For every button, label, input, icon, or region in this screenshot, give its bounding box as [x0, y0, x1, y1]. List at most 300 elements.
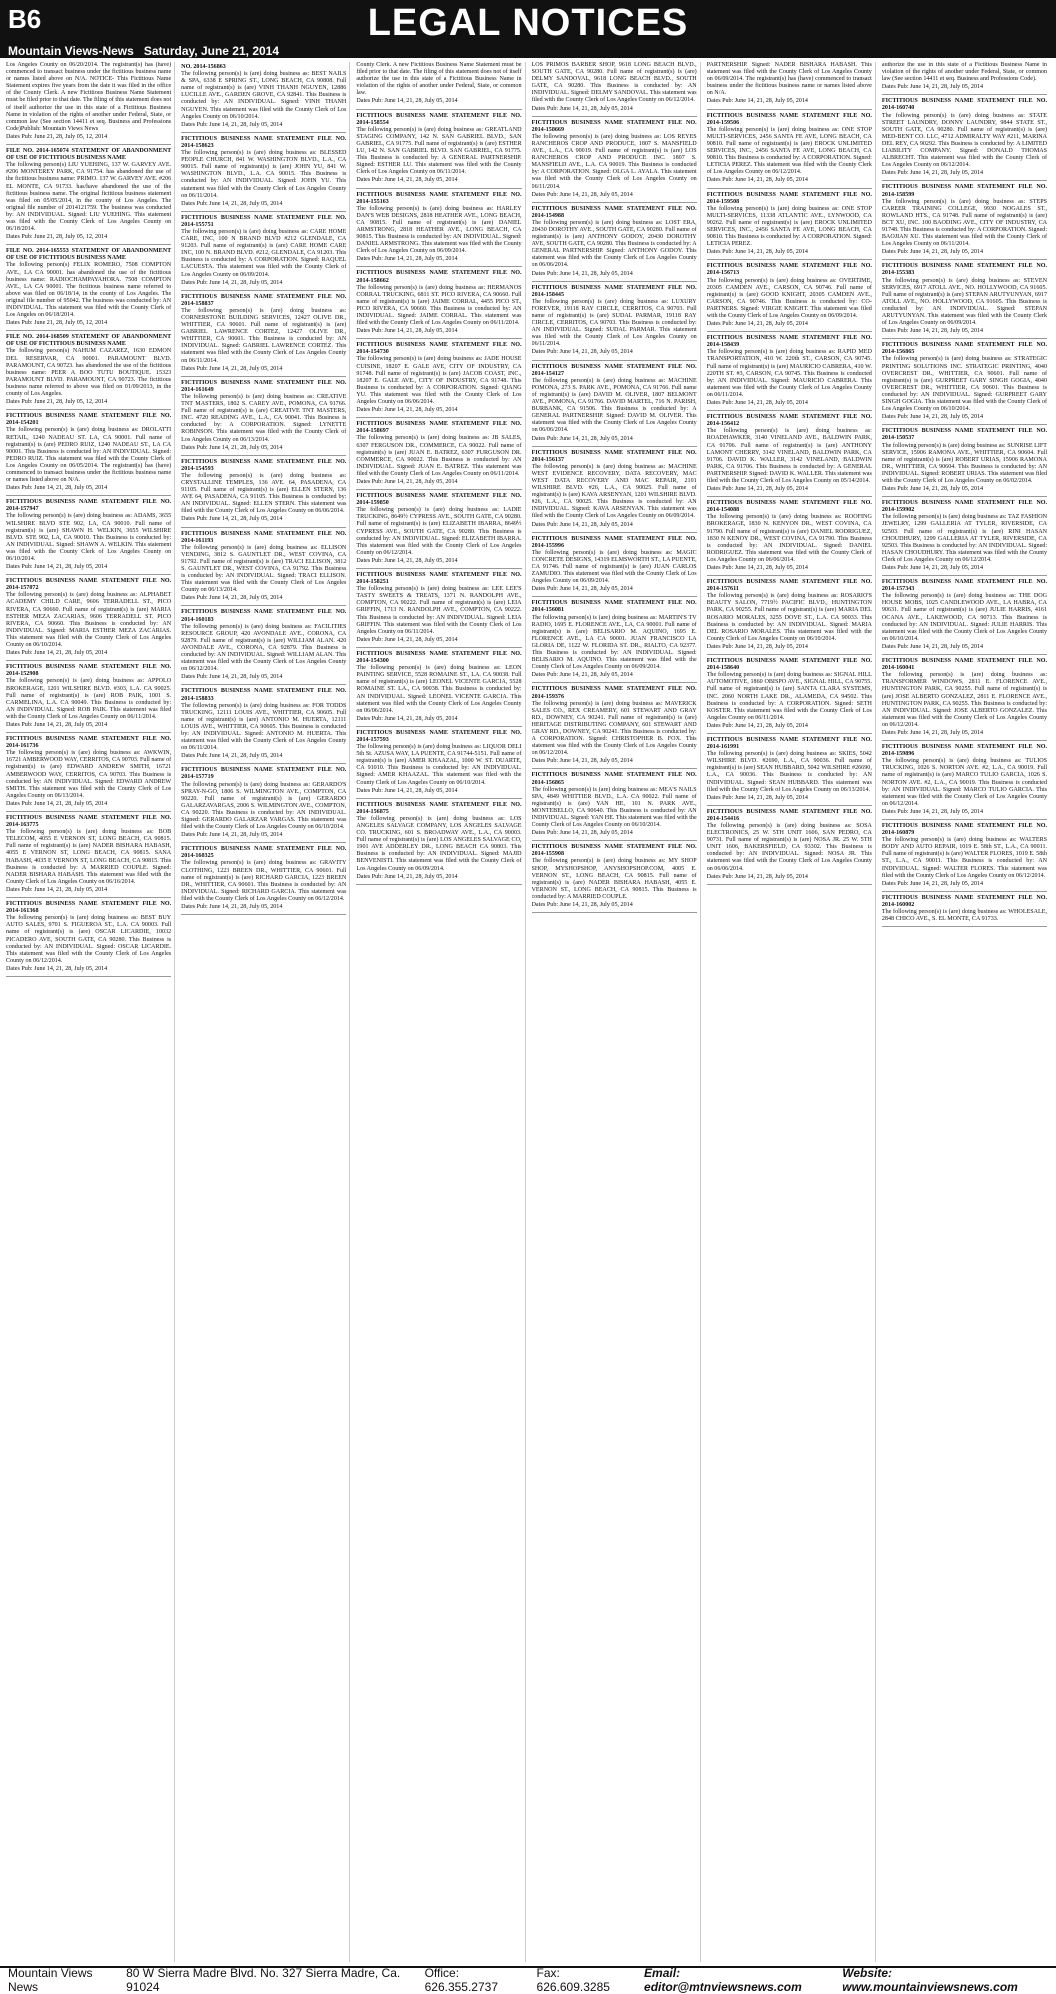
notice-publish-dates: Dates Pub: June 14, 21, 28, July 05, 2014: [6, 965, 108, 972]
notice-divider: [356, 109, 521, 110]
legal-notice: [181, 531, 346, 603]
notice-divider: [181, 132, 346, 133]
notice-divider: [6, 495, 171, 496]
notice-body: The following person(s) is (are) doing business as: CARE HOME CARE, INC, 100 N BRAND BLVD #212 GLENDALE, CA 91203. Full name of registrant(s) is (are) CARE HOME CARE INC, 100 N. BRAND BLVD. #212, GLENDALE, CA 91203. This Business is conducted by: A CORPORATION. Signed: RAQUEL LACUESTA. This statement was filed with the County Clerk of Los Angeles County on 06/09/2014.: [181, 228, 347, 278]
notice-divider: [356, 417, 521, 418]
notice-publish-dates: Dates Pub: June 14, 21, 28, July 05, 2014: [356, 177, 458, 184]
notice-body: The following person(s) is (are) doing business as: LIQUOR DELI 5th St. AZUSA WAY, LA PUENTE, CA 91744-5151. Full name of registrant(s) is (are) AMER KHAAZAL, 1000 W. ST. DUARTE, CA 91010. This Business is conducted by: AN INDIVIDUAL. Signed: AMER KHAAZAL. This statement was filed with the County Clerk of Los Angeles County on 06/10/2014.: [356, 744, 522, 786]
notice-publish-dates: Dates Pub: June 14, 21, 28, July 05, 2014: [706, 321, 808, 328]
notice-heading: FICTITIOUS BUSINESS NAME STATEMENT FILE NO. 2014-160041: [881, 658, 1048, 672]
notice-body: The following person(s) is (are) doing business as: AWKWIN, 16721 AMBERWOOD WAY, CERRITOS, CA 90703. Full name of registrant(s) is (are) EDWARD ANDREW SMITH, 16721 AMBERWOOD WAY, CERRITOS, CA 90703. This Business is conducted by: AN INDIVIDUAL. Signed: EDWARD ANDREW SMITH. This statement was filed with the County Clerk of Los Angeles County on 06/13/2014.: [6, 750, 172, 799]
legal-notice: [532, 62, 697, 113]
notice-heading: FICTITIOUS BUSINESS NAME STATEMENT FILE NO. 2014-158439: [706, 335, 872, 349]
legal-notice: [532, 536, 697, 594]
notice-heading: FICTITIOUS BUSINESS NAME STATEMENT FILE NO. 2014-161193: [181, 530, 347, 544]
legal-notice: [707, 809, 872, 881]
legal-notice: [532, 206, 697, 278]
notice-heading: FICTITIOUS BUSINESS NAME STATEMENT FILE NO. 2014-154730: [356, 342, 522, 356]
notice-body: The following person(s) is (are) doing business as: BEST BUY AUTO SALES, 9701 S. FIGUEROA ST., L.A. CA 90003. Full name of registrant(s) is (are) OSCAR LICARDIE, 10032 PICADERO AVE, SOUTH GATE, CA 90280. This Business is conducted by: AN INDIVIDUAL. Signed: OSCAR LICARDIE. This statement was filed with the County Clerk of Los Angeles County on 06/12/2014.: [6, 915, 172, 964]
notice-publish-dates: Dates Pub: June 14, 21, 28, July 05, 2014: [881, 565, 984, 571]
notice-heading: FILE NO. 2014-165553 STATEMENT OF ABANDONMENT OF USE OF FICTITIOUS BUSINESS NAME: [6, 248, 172, 262]
notice-columns: [6, 62, 1050, 1962]
notice-publish-dates: Dates Pub: June 14, 21, 28, July 05, 2014: [531, 191, 633, 198]
notice-heading: FICTITIOUS BUSINESS NAME STATEMENT FILE NO. 2014-156875: [356, 801, 522, 815]
notice-divider: [707, 654, 872, 655]
legal-notice: [181, 767, 346, 839]
notice-publish-dates: Dates Pub: June 14, 21, 28, July 05, 2014: [881, 643, 984, 650]
legal-notice: [532, 844, 697, 909]
notice-publish-dates: Dates Pub: June 14, 21, 28, July 05, 2014: [356, 636, 458, 643]
footer-address: 80 W Sierra Madre Blvd. No. 327 Sierra Madre, Ca. 91024: [126, 1966, 401, 1994]
notice-divider: [6, 409, 171, 410]
legal-notice: [181, 609, 346, 681]
notice-divider: [707, 884, 872, 885]
notice-body: County Clerk. A new Fictitious Business Name Statement must be filed prior to that date. The filing of this statement does not of itself authorize the use in this state of a Fictitious Business Name in violation of the rights of another under Federal, State, or common law.: [356, 62, 522, 97]
notice-heading: FICTITIOUS BUSINESS NAME STATEMENT FILE NO. 2014-156713: [706, 263, 872, 277]
notice-heading: FICTITIOUS BUSINESS NAME STATEMENT FILE NO. 2014-155383: [881, 263, 1048, 277]
notice-column: [532, 62, 701, 1962]
notice-publish-dates: Dates Pub: June 14, 21, 28, July 05, 2014: [881, 414, 984, 421]
notice-publish-dates: Dates Pub: June 14, 21, 28, July 05, 2014: [881, 328, 984, 335]
notice-divider: [707, 733, 872, 734]
notice-divider: [707, 805, 872, 806]
legal-notice: [882, 658, 1047, 737]
legal-notice: [882, 98, 1047, 177]
notice-body: The following person(s) is (are) doing business as: LOS REYES RANCHEROS CROP AND PRODUCE, 1807 S. MANSFIELD AVE., L.A., CA 90019. Full name of registrant(s) is (are) LOS RANCHEROS CROP AND PRODUCE INC. 1807 S. MANSFIELD AVE., L.A. CA 90019. This Business is conducted by: A CORPORATION. Signed: OLGA L. AYALA. This statement was filed with the County Clerk of Los Angeles County on 06/11/2014.: [531, 133, 697, 190]
notice-publish-dates: Dates Pub: June 14, 21, 28, July 05, 2014: [181, 121, 283, 128]
notice-publish-dates: Dates Pub: June 14, 21, 28, July 05, 2014: [6, 886, 108, 893]
legal-notice: [356, 730, 521, 795]
legal-notice: [532, 285, 697, 357]
notice-heading: FICTITIOUS BUSINESS NAME STATEMENT FILE NO. 2014-159902: [881, 500, 1048, 514]
notice-column: [356, 62, 525, 1962]
notice-publish-dates: Dates Pub: June 14, 21, 28, July 05, 2014: [706, 177, 808, 184]
notice-publish-dates: Dates Pub: June 14, 21, 28, July 05, 2014: [181, 753, 283, 760]
notice-divider: [356, 266, 521, 267]
notice-body: The following person(s) is (are) doing business as: LEON PAINTING SERVICE, 5528 ROMAINE ST., LA. CA 90038. Full name of registrant(s) is (are) LEONEL VICENTE GARCIA, 5528 ROMAINE ST. LA., CA 90038. This Business is conducted by: AN INDIVIDUAL. Signed: LEONEL VICENTE GARCIA. This statement was filed with the County Clerk of Los Angeles County on 06/06/2014.: [356, 665, 522, 714]
legal-notice: [6, 578, 171, 657]
notice-publish-dates: Dates Pub: June 14, 21, 28, July 05, 2014: [881, 84, 984, 91]
notice-body: The following person(s) is (are) doing business as: ONE STOP MULTI-SERVICES, 11338 ATLANTIC AVE., LYNWOOD, CA 90262. Full name of registrant(s) is (are) EROCK UNLIMITED SERVICES, INC., 2456 SANTA FE AVE, LONG BEACH, CA 90810. This Business is conducted by: A CORPORATION. Signed: LETICIA PEREZ.: [706, 205, 872, 248]
notice-body: The following person(s) is (are) doing business as: BEST NAILS & SPA, 6338 E SPRING ST., LONG BEACH, CA 90808. Full name of registrant(s) is (are) VINH THANH NGUYEN, 12886 LUCILLE AVE., GARDEN GROVE, CA 92841. This Business is conducted by: AN INDIVIDUAL. Signed: VINH THANH NGUYEN. This statement was filed with the County Clerk of Los Angeles County on 06/10/2014.: [181, 71, 347, 120]
section-title: LEGAL NOTICES: [367, 2, 689, 44]
notice-divider: [532, 532, 697, 533]
notice-body: The following person(s) is (are) doing business as: HARLEY DAN'S WEB DESIGNS, 2818 HEATHER AVE., LONG BEACH, CA 90815. Full name of registrant(s) is (are) DANIEL ARMSTRONG, 2818 HEATHER AVE., LONG BEACH, CA 90815. This Business is conducted by: AN INDIVIDUAL. Signed: DANIEL ARMSTRONG. This statement was filed with the County Clerk of Los Angeles County on 06/09/2014.: [356, 205, 522, 255]
legal-notice: [181, 380, 346, 452]
notice-heading: FICTITIOUS BUSINESS NAME STATEMENT FILE NO. 2014-157611: [706, 579, 872, 593]
notice-heading: FICTITIOUS BUSINESS NAME STATEMENT FILE NO. 2014-160325: [181, 846, 347, 860]
notice-divider: [882, 259, 1047, 260]
notice-publish-dates: Dates Pub: June 14, 21, 28, July 05, 2014: [356, 557, 458, 564]
notice-heading: FICTITIOUS BUSINESS NAME STATEMENT FILE NO. 2014-154127: [531, 363, 697, 377]
notice-body: The following person(s) is (are) doing business as: ROOFING BROKERAGE, 1830 N. KENYON DR., WEST COVINA, CA 91790. Full name of registrant(s) is (are) DANIEL RODRIGUEZ, 1830 N KENOY DR., WEST COVINA, CA 91790. This Business is conducted by: AN INDIVIDUAL. Signed: DANIEL RODRIGUEZ. This statement was filed with the County Clerk of Los Angeles County on 06/06/2014.: [706, 514, 872, 563]
legal-notice: [882, 428, 1047, 493]
legal-notice: [6, 499, 171, 571]
notice-body: The following person(s) FELIX ROMERO, 7508 COMPTON AVE., LA CA 90001. has abandoned the use of the fictitious business name: RADIOCHAMPAYAHORA. 7508 COMPTON AVE., LA CA 90001. The fictitious business name referred to above was filed on 06/18/14, in the county of Los Angeles. The original file number of 95042. The business was conducted by: AN INDIVIDUAL. This statement was filed with the County Clerk of Los Angeles on 06/18/2014.: [6, 262, 172, 319]
notice-publish-dates: Dates Pub: June 21, 28, July 05, 12, 2014: [6, 320, 108, 327]
notice-publish-dates: Dates Pub: June 21, 28, July 05, 12, 2014: [6, 234, 108, 241]
legal-notice: [6, 148, 171, 241]
page-number: B6: [8, 4, 42, 34]
notice-divider: [882, 891, 1047, 892]
notice-heading: FICTITIOUS BUSINESS NAME STATEMENT FILE NO. 2014-157593: [356, 729, 522, 743]
legal-notice: [882, 342, 1047, 421]
notice-heading: FICTITIOUS BUSINESS NAME STATEMENT FILE NO. 2014-163775: [6, 815, 172, 829]
notice-body: The following person(s) is (are) doing business as: THE DOG HOUSE MOBS, 1025 CANDLEWOOD AVE., LA HABRA, CA 90631. Full name of registrant(s) is (are) JULIE HARRIS, 4161 OCANA AVE., LAKEWOOD, CA 90713. This Business is conducted by: AN INDIVIDUAL. Signed: JULIE HARRIS. This statement was filed with the County Clerk of Los Angeles County on 06/10/2014.: [881, 593, 1048, 642]
notice-heading: FICTITIOUS BUSINESS NAME STATEMENT FILE NO. 2014-157947: [6, 499, 172, 513]
issue-line: [8, 44, 279, 58]
legal-notice: [356, 651, 521, 723]
notice-body: The following person(s) is (are) doing business as: ALPHABET ACADEMY CHILD CARE, 9606 TERRADELL ST., PICO RIVERA, CA 90660. Full name of registrant(s) is (are) MARIA ESTHER MEZA ZACARIAS, 9606 TERRADELL ST. PICO RIVERA, CA 90660. This Business is conducted by: AN INDIVIDUAL. Signed: MARIA ESTHER MEZA ZACARIAS. This statement was filed with the County Clerk of Los Angeles County on 06/10/2014.: [6, 592, 172, 649]
notice-heading: FICTITIOUS BUSINESS NAME STATEMENT FILE NO. 2014-154088: [706, 500, 872, 514]
legal-notice: [532, 120, 697, 199]
notice-divider: [6, 330, 171, 331]
legal-notice: [882, 823, 1047, 888]
notice-publish-dates: Dates Pub: June 14, 21, 28, July 05, 2014: [6, 800, 108, 807]
notice-body: The following person(s) is (are) doing business as: GRAVITY CLOTHING, 1223 BREEN DR., WHITTIER, CA 90601. Full name of registrant(s) is (are) RICHARD GARCIA, 1223 BREEN DR., WHITTIER, CA 90601. This Business is conducted by: AN INDIVIDUAL. Signed: RICHARD GARCIA. This statement was filed with the County Clerk of Los Angeles County on 06/12/2014.: [181, 860, 347, 902]
notice-heading: FILE NO. 2014-168509 STATEMENT OF ABANDONMENT OF USE OF FICTITIOUS BUSINESS NAME: [6, 334, 172, 348]
legal-notice: [181, 136, 346, 208]
notice-divider: [356, 726, 521, 727]
notice-heading: FICTITIOUS BUSINESS NAME STATEMENT FILE NO. 2014-159508: [706, 191, 872, 205]
notice-body: The following person(s) is (are) doing business as: JADE HOUSE CUISINE, 18207 E. GALE AVE, CITY OF INDUSTRY, CA 91748. Full name of registrant(s) is (are) JACOB COAST, INC., 18207 E. GALE AVE., CITY OF INDUSTRY, CA 91748. This Business is conducted by: A CORPORATION. Signed: QIANG YU. This statement was filed with the County Clerk of Los Angeles County on 06/06/2014.: [356, 356, 522, 406]
notice-heading: FICTITIOUS BUSINESS NAME STATEMENT FILE NO. 2014-158640: [706, 658, 872, 672]
notice-body: Los Angeles County on 06/20/2014. The registrant(s) has (have) commenced to transact business under the fictitious business name or names listed above on N/A. NOTICE- This Fictitious Name Statement expires five years from the date it was filed in the office of the County Clerk. A new Fictitious Business Name Statement must be filed prior to that date. The filing of this statement does not of itself authorize the use in this state of a Fictitious Business Name in violation of the rights of another under Federal, State, or common law (See section 14411 et seq. Business and Professions Code)Publish: Mountain Views News: [6, 62, 172, 132]
notice-divider: [6, 244, 171, 245]
notice-publish-dates: Dates Pub: June 14, 21, 28, July 05, 2014: [181, 832, 283, 839]
notice-body: The following person(s) is (are) doing business as: MACHINE WEST EVIDENCE RECOVERY, DATA RECOVERY, MAC WEST DATA RECOVERY AND MAC REPAIR, 2101 WILSHIRE BLVD. #26, L.A., CA 90025. Full name of registrant(s) is (are) KAVA ARSENYAN, 1201 WILSHIRE BLVD. #26, L.A., CA 90025. This Business is conducted by: AN INDIVIDUAL. Signed: KAVA ARSENYAN. This statement was filed with the County Clerk of Los Angeles County on 06/09/2014.: [531, 463, 697, 520]
notice-divider: [532, 682, 697, 683]
notice-divider: [181, 605, 346, 606]
legal-notice: [707, 192, 872, 257]
notice-publish-dates: Dates Pub: June 14, 21, 28, July 05, 2014: [356, 407, 458, 414]
notice-publish-dates: Dates Pub: June 14, 21, 28, July 05, 2014: [531, 105, 633, 112]
notice-publish-dates: Dates Pub: June 14, 21, 28, July 05, 2014: [181, 365, 283, 372]
notice-divider: [181, 290, 346, 291]
notice-divider: [356, 884, 521, 885]
footer-email[interactable]: Email: editor@mtnviewsnews.com: [644, 1966, 802, 1994]
notice-publish-dates: Dates Pub: June 14, 21, 28, July 05, 2014: [706, 98, 808, 105]
notice-body: The following person(s) is (are) doing business as: SIGNAL HILL AUTOMOTIVE, 1860 OBISPO AVE., SIGNAL HILL, CA 90755. Full name of registrant(s) is (are) SANTA CLARA SYSTEMS, INC. 2060 NORTH LAKE DR., ALAMEDA, CA 94502. This Business is conducted by: A CORPORATION. Signed: SETH KOSTER. This statement was filed with the County Clerk of Los Angeles County on 06/11/2014.: [706, 672, 872, 721]
notice-divider: [181, 211, 346, 212]
notice-publish-dates: Dates Pub: June 14, 21, 28, July 05, 2014: [356, 478, 458, 485]
notice-divider: [356, 647, 521, 648]
legal-notice: [181, 846, 346, 911]
notice-divider: [181, 527, 346, 528]
notice-heading: FICTITIOUS BUSINESS NAME STATEMENT FILE NO. 2014-157719: [181, 767, 347, 781]
legal-notice: [882, 62, 1047, 91]
notice-publish-dates: Dates Pub: June 14, 21, 28, July 05, 2014: [356, 98, 458, 105]
notice-body: The following person(s) is (are) doing business as: MAGIC CONCRETE DESIGNS, 14319 ELMSWORTH ST., LA PUENTE, CA 91746. Full name of registrant(s) is (are) JUAN CARLOS ZAMUDIO. This statement was filed with the County Clerk of Los Angeles County on 06/09/2014.: [531, 549, 697, 585]
notice-body: The following person(s) is (are) doing business as: STATE STREET LAUNDRY, DONNY LAUNDRY, 9844 STATE ST., SOUTH GATE, CA 90280. Full name of registrant(s) is (are) MED-BENT CO. LLC, 4712 ADMIRALTY WAY #211, MARINA DEL REY, CA 90292. This Business is conducted by: A LIMITED LIABILITY COMPANY. Signed: DONALD THOMAS ALBRECHT. This statement was filed with the County Clerk of Los Angeles County on 06/12/2014.: [881, 112, 1048, 169]
notice-heading: FICTITIOUS BUSINESS NAME STATEMENT FILE NO. 2014-161736: [6, 736, 172, 750]
notice-divider: [882, 94, 1047, 95]
notice-heading: FICTITIOUS BUSINESS NAME STATEMENT FILE NO. 2014-152908: [6, 664, 172, 678]
notice-publish-dates: Dates Pub: June 14, 21, 28, July 05, 2014: [356, 256, 458, 263]
notice-divider: [707, 410, 872, 411]
legal-notice: [882, 895, 1047, 923]
legal-notice: [882, 263, 1047, 335]
notice-body: The following person(s) is (are) doing business as: SUNRISE LIFT SERVICE, 15906 RAMONA AVE., WHITTIER, CA 90604. Full name of registrant(s) is (are) ROBERT URIAS, 15906 RAMONA DR., WHITTIER, CA 90604. This Business is conducted by: AN INDIVIDUAL. Signed: ROBERT URIAS. This statement was filed with the County Clerk of Los Angeles County on 06/02/2014.: [881, 442, 1048, 484]
notice-body: The following person(s) is (are) doing business as: TAZ FASHION JEWELRY, 1299 GALLERIA AT TYLER, RIVERSIDE, CA 92503. Full name of registrant(s) is (are) RINI HASAN CHOUDHURY, 1299 GALLERIA AT TYLER, RIVERSIDE, CA 92503. This Business is conducted by: AN INDIVIDUAL. Signed: HASAN CHOUDHURY. This statement was filed with the County Clerk of Los Angeles County on 06/12/2014.: [881, 514, 1048, 563]
legal-notice: [532, 364, 697, 443]
notice-body: The following person(s) LIU YUEHING, 137 W. GARVEY AVE. #206 MONTEREY PARK, CA 91754. has abandoned the use of the fictitious business name: PRIMO. 137 W. GARVEY AVE. #206 EL MONTE, CA 91733. has/have abandoned the use of the fictitious business name. The original fictitious business statement was filed on 05/05/2014, in the county of Los Angeles. The original file number of 2014121759. The business was conducted by: AN INDIVIDUAL. Signed: LIU YUEHING. This statement was filed with the County Clerk of Los Angeles County on 06/18/2014.: [6, 162, 172, 233]
notice-heading: FICTITIOUS BUSINESS NAME STATEMENT FILE NO. 2014-160740: [881, 98, 1048, 112]
notice-heading: FICTITIOUS BUSINESS NAME STATEMENT FILE NO. 2014-159376: [531, 686, 697, 700]
notice-heading: FILE NO. 2014-165074 STATEMENT OF ABANDONMENT OF USE OF FICTITIOUS BUSINESS NAME: [6, 148, 172, 162]
notice-publish-dates: Dates Pub: June 14, 21, 28, July 05, 2014: [6, 650, 108, 657]
notice-body: The following person(s) is (are) doing business as: BLESSED PEOPLE CHURCH, 841 W. WASHINGTON BLVD., L.A., CA 90015. Full name of registrant(s) is (are) JOHN YU, 841 W. WASHINGTON BLVD., L.A. CA 90015. This Business is conducted by: AN INDIVIDUAL. Signed: JOHN YU. This statement was filed with the County Clerk of Los Angeles County on 06/11/2014.: [181, 150, 347, 199]
notice-divider: [882, 654, 1047, 655]
notice-heading: FICTITIOUS BUSINESS NAME STATEMENT FILE NO. 2014-150537: [881, 428, 1048, 442]
notice-publish-dates: Dates Pub: June 14, 21, 28, July 05, 2014: [6, 485, 108, 492]
notice-publish-dates: Dates Pub: June 21, 28, July 05, 12, 2014: [6, 399, 108, 406]
notice-heading: FICTITIOUS BUSINESS NAME STATEMENT FILE NO. 2014-158669: [531, 119, 697, 133]
notice-divider: [882, 926, 1047, 927]
notice-body: The following person(s) is (are) doing business as: ADAMS, 3655 WILSHIRE BLVD STE 902, LA, CA 90010. Full name of registrant(s) is (are) SHAWN H. WELKIN, 3655 WILSHIRE BLVD. STE 902, LA, CA 90010. This Business is conducted by: AN INDIVIDUAL. Signed: SHAWN A. WELKIN. This statement was filed with the County Clerk of Los Angeles County on 06/10/2014.: [6, 513, 172, 562]
notice-heading: FICTITIOUS BUSINESS NAME STATEMENT FILE NO. 2014-158599: [881, 184, 1048, 198]
notice-publish-dates: Dates Pub: June 14, 21, 28, July 05, 2014: [706, 486, 808, 493]
notice-divider: [181, 763, 346, 764]
notice-body: The following person(s) is (are) doing business as: LADIE TRUCKING, 8649½ CYPRESS AVE., SOUTH GATE, CA 90280. Full name of registrant(s) is (are) ELIZABETH IBARRA, 8649½ CYPRESS AVE., SOUTH GATE, CA 90280. This Business is conducted by: AN INDIVIDUAL. Signed: ELIZABETH IBARRA. This statement was filed with the County Clerk of Los Angeles County on 06/12/2014.: [356, 507, 522, 556]
notice-divider: [707, 496, 872, 497]
paper-name: Mountain Views-News: [8, 44, 134, 58]
notice-publish-dates: Dates Pub: June 14, 21, 28, July 05, 2014: [881, 729, 984, 736]
notice-publish-dates: Dates Pub: June 14, 21, 28, July 05, 2014: [531, 521, 633, 528]
notice-heading: FICTITIOUS BUSINESS NAME STATEMENT FILE NO. 2014-159896: [881, 744, 1048, 758]
notice-divider: [6, 574, 171, 575]
notice-heading: FICTITIOUS BUSINESS NAME STATEMENT FILE NO. 2014-158554: [356, 112, 522, 126]
notice-body: The following person(s) is (are) doing business as: STEVEN SERVICES, 6917 ATOLL AVE., NO. HOLLYWOOD, CA 91605. Full name of registrant(s) is (are) STEPAN ARUTYUNYAN, 6917 ATOLL AVE., NO. HOLLYWOOD, CA 91605. This Business is conducted by: AN INDIVIDUAL. Signed: STEPAN ARUTYUNYAN. This statement was filed with the County Clerk of Los Angeles County on 06/09/2014.: [881, 277, 1048, 327]
notice-heading: FICTITIOUS BUSINESS NAME STATEMENT FILE NO. 2014-158697: [356, 421, 522, 435]
legal-notice: [6, 736, 171, 808]
notice-publish-dates: Dates Pub: June 14, 21, 28, July 05, 2014: [181, 516, 283, 523]
notice-publish-dates: Dates Pub: June 14, 21, 28, July 05, 2014: [181, 279, 283, 286]
notice-body: The following person(s) is (are) doing business as: TRANSFORMER WINDOWS, 2811 E. FLORENCE AVE., HUNTINGTON PARK, CA 90255. Full name of registrant(s) is (are) JOSE ALBERTO GONZALEZ, 2811 E. FLORENCE AVE., HUNTINGTON PARK, CA 90255. This Business is conducted by: AN INDIVIDUAL. Signed: JOSE ALBERTO GONZALEZ. This statement was filed with the County Clerk of Los Angeles County on 06/12/2014.: [881, 672, 1048, 728]
notice-body: The following person(s) is (are) doing business as: LUXURY FOREVER, 19118 RAY CIRCLE, CERRITOS, CA 90703. Full name of registrant(s) is (are) SUDAL PARMAR, 19118 RAY CIRCLE, CERRITOS, CA 90703. This Business is conducted by: AN INDIVIDUAL. Signed: SUDAL PARMAR. This statement was filed with the County Clerk of Los Angeles County on 06/11/2014.: [531, 298, 697, 348]
notice-publish-dates: Dates Pub: June 14, 21, 28, July 05, 2014: [881, 808, 984, 815]
notice-body: The following person(s) is (are) doing business as: ROSARIO'S BEAUTY SALON, 7719½ PACIFIC BLVD., HUNTINGTON PARK, CA 90255. Full name of registrant(s) is (are) MARIA DEL ROSARIO MORALES, 3255 DOVE ST., L.A. CA 90033. This Business is conducted by: AN INDIVIDUAL. Signed: MARIA DEL ROSARIO MORALES. This statement was filed with the County Clerk of Los Angeles County on 06/10/2014.: [706, 593, 872, 642]
legal-notice: [6, 815, 171, 894]
notice-publish-dates: Dates Pub: June 14, 21, 28, July 05, 2014: [531, 270, 633, 277]
notice-divider: [356, 338, 521, 339]
legal-notice: [532, 772, 697, 837]
notice-publish-dates: Dates Pub: June 14, 21, 28, July 05, 2014: [706, 643, 808, 650]
notice-body: The following person(s) is (are) doing business as: CORNERSTONE BUILDING SERVICES, 12427 OLIVE DR., WHITTIER, CA 90601. Full name of registrant(s) is (are) GABRIEL LAWRENCE CORTEZ, 12427 OLIVE DR., WHITTIER, CA 90601. This Business is conducted by: AN INDIVIDUAL. Signed: GABRIEL LAWRENCE CORTEZ. This statement was filed with the County Clerk of Los Angeles County on 06/11/2014.: [181, 307, 347, 364]
notice-heading: FICTITIOUS BUSINESS NAME STATEMENT FILE NO. 2014-161649: [181, 379, 347, 393]
notice-body: LOS PRIMOS BARBER SHOP, 9618 LONG BEACH BLVD., SOUTH GATE, CA 90280. Full name of registrant(s) is (are) DELMY SANDOVAL, 9618 LONG BEACH BLVD., SOUTH GATE, CA 90280. This Business is conducted by: AN INDIVIDUAL. Signed: DELMY SANDOVAL. This statement was filed with the County Clerk of Los Angeles County on 06/12/2014.: [531, 62, 697, 104]
notice-body: The following person(s) is (are) doing business as: ROADHAWKER, 3140 VINELAND AVE., BALDWIN PARK, CA 91706. Full name of registrant(s) is (are) ANTHONY LAMONT CHERRY, 3142 VINELAND, BALDWIN PARK, CA 91706. DAVID K. WALLER, 3142 VINELAND, BALDWIN PARK, CA 91706. This Business is conducted by: A GENERAL PARTNERSHIP. Signed: DAVID K. WALLER. This statement was filed with the County Clerk of Los Angeles County on 05/14/2014.: [706, 428, 872, 484]
notice-heading: FICTITIOUS BUSINESS NAME STATEMENT FILE NO. 2014-155163: [356, 191, 522, 205]
notice-divider: [707, 109, 872, 110]
notice-divider: [882, 496, 1047, 497]
notice-column: [707, 62, 876, 1962]
notice-body: The following person(s) is (are) doing business as: SKIES, 5042 WILSHIRE BLVD. #2690, L.A., CA 90036. Full name of registrant(s) is (are) SEAN HUBBARD, 5042 WILSHIRE #26690, L.A., CA 90036. This Business is conducted by: AN INDIVIDUAL. Signed: SEAN HUBBARD. This statement was filed with the County Clerk of Los Angeles County on 06/13/2014.: [706, 751, 872, 793]
legal-notice: [181, 459, 346, 524]
notice-publish-dates: Dates Pub: June 14, 21, 28, July 05, 2014: [706, 794, 808, 801]
notice-body: The following person(s) is (are) doing business as: GREATLAND STAGING COMPANY, 142 N. SAN GABRIEL BLVD., SAN GABRIEL, CA 91775. Full name of registrant(s) is (are) ESTHER LU, 142 N. SAN GABRIEL BLVD. SAN GABRIEL, CA 91775. This Business is conducted by: A GENERAL PARTNERSHIP. Signed: ESTHER LU. This statement was filed with the County Clerk of Los Angeles County on 06/11/2014.: [356, 126, 522, 176]
footer-fax: Fax: 626.609.3285: [536, 1966, 610, 1994]
notice-divider: [532, 281, 697, 282]
notice-body: The following person(s) NAHUM CAZAREZ, 1630 EDMON DEL RESERVAR, CA 90001. PARAMOUNT BLVD. PARAMOUNT, CA 90723. has abandoned the use of the fictitious business name: PEER A BOO TUTU BOUTIQUE. 15323 PARAMOUNT BLVD. PARAMOUNT, CA 90723. The fictitious business name referred to above was filed on 01/09/2013, in the county of Los Angeles.: [6, 348, 172, 398]
notice-divider: [707, 259, 872, 260]
notice-column: [6, 62, 175, 1962]
legal-notice: [707, 579, 872, 651]
notice-heading: FICTITIOUS BUSINESS NAME STATEMENT FILE NO. 2014-160002: [881, 894, 1048, 908]
legal-notice: [532, 600, 697, 679]
notice-body: The following person(s) is (are) doing business as: CREATIVE TNT MASTERS, 1802 S. CAREY AVE., POMONA, CA 91766. Full name of registrant(s) is (are) CREATIVE TNT MASTERS, INC. 4720 READING AVE., L.A., CA 90041. This Business is conducted by: A CORPORATION. Signed: LYNETTE ROBINSON. This statement was filed with the County Clerk of Los Angeles County on 06/13/2014.: [181, 393, 347, 443]
notice-publish-dates: Dates Pub: June 14, 21, 28, July 05, 2014: [531, 830, 633, 837]
notice-heading: FICTITIOUS BUSINESS NAME STATEMENT FILE NO. 2014-158445: [531, 284, 697, 298]
legal-notice: [707, 335, 872, 407]
notice-divider: [532, 912, 697, 913]
notice-publish-dates: Dates Pub: June 14, 21, 28, July 05, 2014: [356, 715, 458, 722]
notice-heading: NO. 2014-156863: [181, 64, 226, 70]
notice-body: The following person(s) is (are) doing business as: LEE LEE'S TASTY SWEETS & TREATS, 1371 N. RANDOLPH AVE., COMPTON, CA 90222. Full name of registrant(s) is (are) LEIA GRIFFIN, 1713 N. RANDOLPH AVE., COMPTON, CA 90222. This Business is conducted by: AN INDIVIDUAL. Signed: LEIA GRIFFIN. This statement was filed with the County Clerk of Los Angeles County on 06/11/2014.: [356, 586, 522, 635]
legal-notice: [882, 184, 1047, 256]
notice-divider: [882, 740, 1047, 741]
legal-notice: [6, 62, 171, 141]
notice-body: The following person(s) is (are) doing business as: MAVERICK SALES CO., REX CREAMERY, 601 STEWART AND GRAY RD., DOWNEY, CA 90241. Full name of registrant(s) is (are) HERITAGE DISTRIBUTING COMPANY, 601 STEWART AND GRAY RD., DOWNEY, CA 90241. This Business is conducted by: A CORPORATION. Signed: CHRISTOPHER B. FOX. This statement was filed with the County Clerk of Los Angeles County on 06/12/2014.: [531, 700, 697, 757]
notice-publish-dates: Dates Pub: June 14, 21, 28, July 05, 2014: [706, 249, 808, 256]
notice-publish-dates: Dates Pub: June 14, 21, 28, July 05, 2014: [181, 200, 283, 207]
legal-notice: [6, 664, 171, 729]
notice-heading: FICTITIOUS BUSINESS NAME STATEMENT FILE NO. 2014-154300: [356, 650, 522, 665]
notice-column: [882, 62, 1050, 1962]
notice-body: The following person(s) is (are) doing business as: BOB TELECOM, 4055 E VERNON ST, LONG BEACH, CA 90815. Full name of registrant(s) is (are) NADER BISHARA HABASH, 4055 E VERNON ST, LONG BEACH, CA 90815. SANA HABASH, 4035 E VERNON ST, LONG BEACH, CA 90815. This Business is conducted by: A MARRIED COUPLE. Signed: NADER BISHARA HABASH. This statement was filed with the County Clerk of Los Angeles County on 06/16/2014.: [6, 829, 172, 885]
notice-divider: [181, 842, 346, 843]
notice-column: [181, 62, 350, 1962]
notice-divider: [6, 732, 171, 733]
notice-body: The following person(s) is (are) doing business as: LOS ANGELES SALVAGE COMPANY, LOS ANGELES SALVAGE CO. TRUCKING, 601 S. BROADWAY AVE., L.A., CA 90003. Full name of registrant(s) is (are) LOS ANGELES SALVAGE CO, 1901 AVE ADDERLEY DR., LONG BEACH CA 90803. This Business is conducted by: AN INDIVIDUAL. Signed: MAJID BENVENISTI. This statement was filed with the County Clerk of Los Angeles County on 06/09/2014.: [356, 815, 522, 872]
notice-publish-dates: Dates Pub: June 14, 21, 28, July 05, 2014: [706, 400, 808, 407]
notice-heading: FICTITIOUS BUSINESS NAME STATEMENT FILE NO. 2014-155751: [181, 214, 347, 228]
notice-publish-dates: Dates Pub: June 14, 21, 28, July 05, 2014: [706, 565, 808, 571]
notice-divider: [532, 446, 697, 447]
legal-notice: [181, 215, 346, 287]
notice-heading: FICTITIOUS BUSINESS NAME STATEMENT FILE NO. 2014-156865: [531, 772, 697, 786]
notice-body: The following person(s) is (are) doing business as: MARTIN'S TV RADIO, 1695 E. FLORENCE AVE., LA, CA 90001. Full name of registrant(s) is (are) BELISARIO M. AQUINO, 1695 E. FLORENCE AVE., LA CA 90001. JUAN FRANCISCO LA GLORIA DE, 1122 W. FLORIDA ST. DR., RIALTO, CA 92377. This Business is conducted by: AN INDIVIDUAL. Signed: BELISARIO M. AQUINO. This statement was filed with the County Clerk of Los Angeles County on 06/09/2014.: [531, 614, 697, 671]
notice-divider: [882, 180, 1047, 181]
notice-divider: [6, 976, 171, 977]
notice-heading: FICTITIOUS BUSINESS NAME STATEMENT FILE NO. 2014-155996: [531, 535, 697, 549]
notice-divider: [181, 684, 346, 685]
notice-body: The following person(s) is (are) doing business as: GERARDO'S SPRAY-N-GO, 1806 S. WILMINGTON AVE., COMPTON, CA 90220. Full name of registrant(s) is (are) GERARDO GALARZAVARGAS, 2006 S. WILMINGTON AVE., COMPTON, CA 90220. This Business is conducted by: AN INDIVIDUAL. Signed: GERARDO GALARZAR VARGAS. This statement was filed with the County Clerk of Los Angeles County on 06/10/2014.: [181, 781, 347, 831]
notice-heading: FICTITIOUS BUSINESS NAME STATEMENT FILE NO. 2014-156865: [881, 342, 1048, 356]
notice-publish-dates: Dates Pub: June 14, 21, 28, July 05, 2014: [531, 586, 633, 593]
notice-heading: FICTITIOUS BUSINESS NAME STATEMENT FILE NO. 2014-158251: [356, 572, 522, 586]
notice-divider: [181, 914, 346, 915]
notice-publish-dates: Dates Pub: June 14, 21, 28, July 05, 2014: [356, 787, 458, 794]
legal-notice: [6, 248, 171, 327]
legal-notice: [6, 413, 171, 492]
legal-notice: [181, 294, 346, 373]
notice-heading: FICTITIOUS BUSINESS NAME STATEMENT FILE NO. 2014-160879: [881, 823, 1048, 837]
notice-divider: [356, 798, 521, 799]
notice-body: The following person(s) is (are) doing business as: MACHINE POMONA, 273 S. PARK AVE., POMONA, CA 91766. Full name of registrant(s) is (are) DAVID M. OLIVER, 1807 BELMONT AVE., POMONA, CA 91766. DAVID MARTEL, 716 N. PARISH, BURBANK, CA 91506. This Business is conducted by: A GENERAL PARTNERSHIP. Signed: DAVID M. OLIVER. This statement was filed with the County Clerk of Los Angeles County on 06/06/2014.: [531, 377, 697, 434]
notice-publish-dates: Dates Pub: June 14, 21, 28, July 05, 2014: [531, 672, 633, 679]
notice-divider: [882, 338, 1047, 339]
legal-notice: [532, 450, 697, 529]
notice-publish-dates: Dates Pub: June 14, 21, 28, July 05, 2014: [6, 564, 108, 571]
legal-notice: [707, 500, 872, 572]
notice-divider: [532, 596, 697, 597]
notice-publish-dates: Dates Pub: June 14, 21, 28, July 05, 2014: [706, 873, 808, 880]
notice-body: The following person(s) is (are) doing business as: APPOLO BROKERAGE, 1201 WILSHIRE BLVD. #303, L.A. CA 90025. Full name of registrant(s) is (are) ROB PAIK, 1001 S. CARMELINA, L.A. CA 90049. This Business is conducted by: AN INDIVIDUAL. Signed: ROB PAIK. This statement was filed with the County Clerk of Los Angeles County on 06/11/2014.: [6, 678, 172, 720]
notice-divider: [356, 188, 521, 189]
notice-divider: [882, 424, 1047, 425]
notice-publish-dates: Dates Pub: June 14, 21, 28, July 05, 2014: [181, 674, 283, 681]
notice-body: PARTNERSHIP. Signed: NADER BISHARA HABASH. This statement was filed with the County Clerk of Los Angeles County on 06/09/2014. The registrant(s) has (have) commenced to transact business under the fictitious business name or names listed above on N/A.: [706, 62, 872, 97]
legal-notice: [356, 113, 521, 185]
footer-office: Office: 626.355.2737: [424, 1966, 498, 1994]
legal-notice: [707, 113, 872, 185]
legal-notice: [707, 414, 872, 493]
legal-notice: [707, 658, 872, 730]
notice-body: The following person(s) is (are) doing business as: OVERTIME, 20305 CAMDEN AVE., CARSON, CA 90746. Full name of registrant(s) is (are) GOOD KNIGHT, 20305 CAMDEN AVE., CARSON, CA 90746. This Business is conducted by: CO-PARTNERS. Signed: VIRGIE KNIGHT. This statement was filed with the County Clerk of Los Angeles County on 06/09/2014.: [706, 277, 872, 319]
notice-publish-dates: Dates Pub: June 14, 21, 28, July 05, 2014: [881, 880, 984, 887]
legal-notice: [707, 263, 872, 328]
notice-divider: [707, 331, 872, 332]
notice-divider: [356, 489, 521, 490]
legal-notice: [6, 901, 171, 973]
legal-notice: [181, 64, 346, 129]
legal-notice: [882, 500, 1047, 572]
notice-publish-dates: Dates Pub: June 14, 21, 28, July 05, 2014: [881, 486, 984, 493]
footer: [0, 1966, 1056, 1992]
notice-divider: [532, 202, 697, 203]
notice-body: The following person(s) is (are) doing business as: LOST ERA, 20430 DOROTHY AVE., SOUTH GATE, CA 90280. Full name of registrant(s) is (are) ANTHONY GODOY, 20430 DOROTHY AVE, SOUTH GATE, CA 90280. This Business is conducted by: A GENERAL PARTNERSHIP. Signed: ANTHONY GODOY. This statement was filed with the County Clerk of Los Angeles County on 06/06/2014.: [531, 219, 697, 269]
notice-publish-dates: Dates Pub: June 14, 21, 28, July 05, 2014: [881, 170, 984, 177]
legal-notice: [882, 744, 1047, 816]
notice-heading: FICTITIOUS BUSINESS NAME STATEMENT FILE NO. 2014-158623: [181, 135, 347, 149]
notice-publish-dates: Dates Pub: June 21, 28, July 05, 12, 2014: [6, 133, 108, 140]
legal-notice: [532, 686, 697, 765]
notice-heading: FICTITIOUS BUSINESS NAME STATEMENT FILE NO. 2014-154201: [6, 413, 172, 427]
notice-body: authorize the use in this state of a Fictitious Business Name in violation of the rights of another under Federal, State, or common law (See section 14411 et seq. Business and Professions Code).: [881, 62, 1048, 83]
legal-notice: [356, 342, 521, 414]
notice-body: The following person(s) is (are) doing business as: SOSA ELECTRONICS, 25 W. 5TH UNIT 1606, SAN PEDRO, CA 90731. Full name of registrant(s) is (are) NOSA JR. 25 W. 5TH UNIT 1606, BAKERSFIELD, CA 93302. This Business is conducted by: AN INDIVIDUAL. Signed: NOSA JR. This statement was filed with the County Clerk of Los Angeles County on 06/06/2014.: [706, 823, 872, 872]
notice-heading: FICTITIOUS BUSINESS NAME STATEMENT FILE NO. 2014-160183: [181, 609, 347, 623]
notice-heading: FICTITIOUS BUSINESS NAME STATEMENT FILE NO. 2014-161368: [6, 901, 172, 915]
notice-divider: [882, 819, 1047, 820]
legal-notice: [356, 192, 521, 264]
notice-divider: [707, 575, 872, 576]
legal-notice: [6, 334, 171, 406]
notice-body: The following person(s) is (are) doing business as: STRATEGIC PRINTING SOLUTIONS INC. STRATEGIC PRINTING, 4040 OVERCREST DR., WHITTIER, CA 90601. Full name of registrant(s) is (are) GURPREET GARY SINGH GOGIA, 4040 OVERCREST DR., WHITTIER, CA 90601. This Business is conducted by: AN INDIVIDUAL. Signed: GURPREET GARY SINGH GOGIA. This statement was filed with the County Clerk of Los Angeles County on 06/10/2014.: [881, 356, 1048, 413]
notice-publish-dates: Dates Pub: June 14, 21, 28, July 05, 2014: [706, 722, 808, 729]
notice-divider: [882, 575, 1047, 576]
notice-body: The following person(s) is (are) doing business as: DROLATTI RETAIL, 1240 NADEAU ST. LA, CA 90001. Full name of registrant(s) is (are) PEDRO RUIZ, 1240 NADEAU ST., LA CA 90001. This Business is conducted by: AN INDIVIDUAL. Signed: PEDRO RUIZ. This statement was filed with the County Clerk of Los Angeles County on 06/05/2014. The registrant(s) has (have) commenced to transact business under the fictitious business name or names listed above on N/A.: [6, 427, 172, 484]
notice-publish-dates: Dates Pub: June 14, 21, 28, July 05, 2014: [531, 758, 633, 765]
legal-notice: [882, 579, 1047, 651]
legal-notice: [356, 493, 521, 565]
notice-heading: FICTITIOUS BUSINESS NAME STATEMENT FILE NO. 2014-158833: [181, 688, 347, 702]
notice-heading: FICTITIOUS BUSINESS NAME STATEMENT FILE NO. 2014-154593: [181, 458, 347, 472]
legal-notice: [356, 270, 521, 335]
notice-heading: FICTITIOUS BUSINESS NAME STATEMENT FILE NO. 2014-156412: [706, 414, 872, 428]
notice-heading: FICTITIOUS BUSINESS NAME STATEMENT FILE NO. 2014-156137: [531, 449, 697, 463]
notice-body: The following person(s) is (are) doing business as: WALTERS BODY AND AUTO REPAIR, 1019 E. 58th ST., L.A., CA 90011. Full name of registrant(s) is (are) WALTER FLORES, 1019 E. 58th ST., L.A., CA 90011. This Business is conducted by: AN INDIVIDUAL. Signed: WALTER FLORES. This statement was filed with the County Clerk of Los Angeles County on 06/12/2014.: [881, 837, 1048, 879]
legal-notice: [356, 802, 521, 881]
footer-website[interactable]: Website: www.mountainviewsnews.com: [842, 1966, 1018, 1994]
notice-heading: FICTITIOUS BUSINESS NAME STATEMENT FILE NO. 2014-154416: [706, 808, 872, 822]
notice-divider: [181, 455, 346, 456]
notice-heading: FICTITIOUS BUSINESS NAME STATEMENT FILE NO. 2014-159850: [356, 493, 522, 507]
notice-heading: FICTITIOUS BUSINESS NAME STATEMENT FILE NO. 2014-157343: [881, 579, 1048, 593]
notice-body: The following person(s) is (are) doing business as: TULIOS TRUCKING, 1026 S. NORTON AVE. #2, L.A., CA 90019. Full name of registrant(s) is (are) MARCO TULIO GARCIA, 1026 S. NORTON AVE. #2, L.A., CA 90019. This Business is conducted by: AN INDIVIDUAL. Signed: MARCO TULIO GARCIA. This statement was filed with the County Clerk of Los Angeles County on 06/12/2014.: [881, 758, 1048, 807]
legal-notice: [356, 62, 521, 106]
